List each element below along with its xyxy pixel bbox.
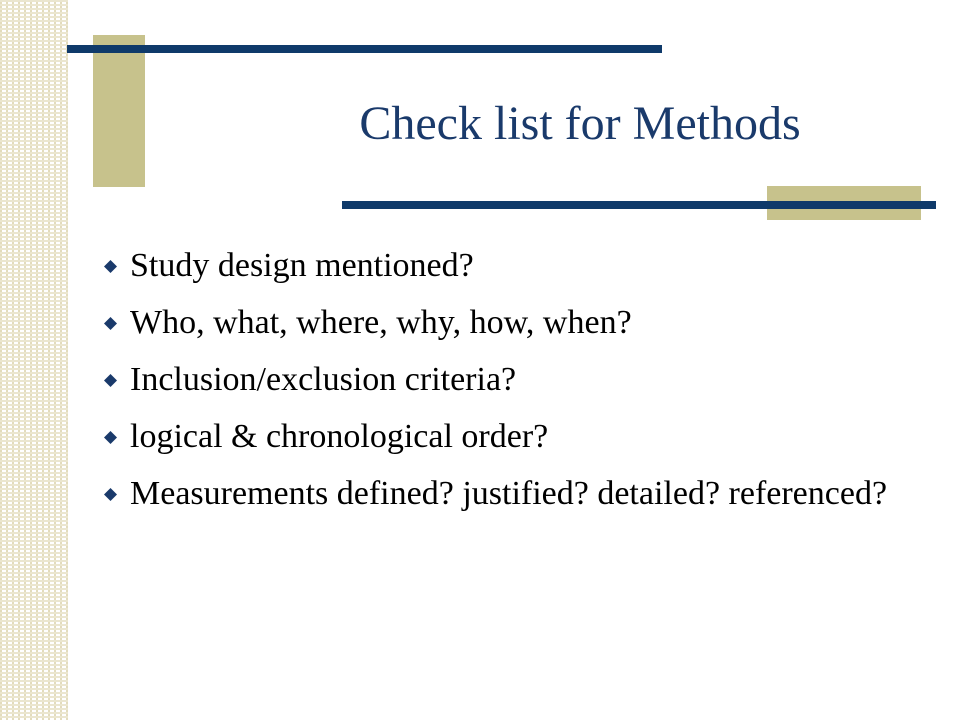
diamond-bullet-icon [104,417,130,457]
bullet-item [104,474,904,514]
bullet-text: Who, what, where, why, how, when? [130,304,632,341]
diamond-bullet-icon [104,246,130,286]
diamond-bullet-icon [104,474,130,514]
bullet-item [104,303,904,343]
diamond-bullet-icon [104,303,130,343]
decorative-tan-block-top [93,35,145,187]
bullet-list [104,246,904,531]
bullet-text: Measurements defined? justified? detailed? referenced? [130,475,888,512]
diamond-bullet-icon [104,360,130,400]
bullet-item [104,417,904,457]
slide-title: Check list for Methods [359,97,801,150]
bullet-text: logical & chronological order? [130,418,549,455]
bullet-item [104,360,904,400]
bullet-text: Inclusion/exclusion criteria? [130,361,517,398]
bullet-item [104,246,904,286]
decorative-blue-line-top [67,45,662,53]
decorative-blue-line-bottom [342,201,936,209]
bullet-text: Study design mentioned? [130,247,474,284]
decorative-left-stripe [0,0,68,720]
